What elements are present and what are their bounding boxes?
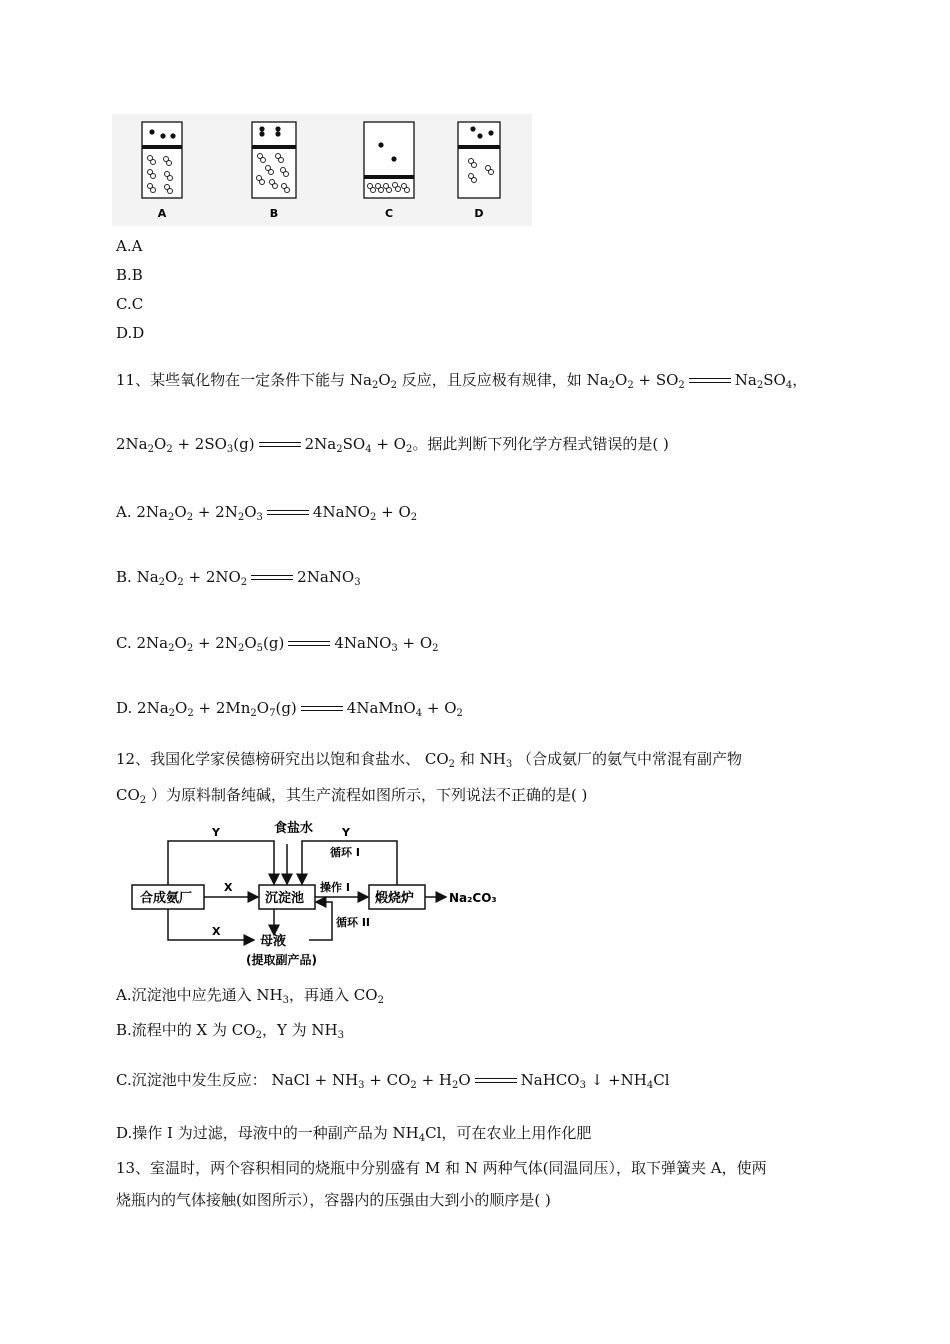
q12-stem-line1 — [116, 748, 742, 776]
container-d — [458, 122, 500, 198]
label-product: Na₂CO₃ — [449, 891, 497, 905]
q10-option-d: D.D — [116, 324, 145, 342]
option-label: D. — [116, 699, 133, 717]
q12-stem-text: （合成氨厂的氨气中常混有副产物 — [516, 750, 742, 768]
label-d: D — [474, 207, 484, 220]
option-text: D.操作 I 为过滤，母液中的一种副产品为 — [116, 1124, 388, 1142]
label-b: B — [269, 207, 279, 220]
equation: $2Na_2O_2 + 2N_2O_5(g)$ 4NaNO$_3$ + $O_2$ — [136, 634, 439, 654]
container-b — [252, 122, 296, 198]
q11-stem-line2 — [116, 433, 669, 461]
equation: $2Na_2O_2 + 2SO_3(g) 2Na_2SO_4 + O_2$ — [116, 435, 413, 455]
option-text: B.流程中的 X 为 — [116, 1021, 228, 1039]
q11-stem-line1 — [116, 369, 807, 397]
q12-option-a — [116, 984, 384, 1012]
label-a: A — [157, 207, 167, 220]
container-figure — [112, 114, 532, 226]
equation: $2Na_2O_2 + 2N_2O_3$ 4NaNO$_2$ + $O_2$ — [136, 503, 418, 523]
q10-option-b: B.B — [116, 266, 143, 284]
q10-option-a: A.A — [116, 237, 143, 255]
option-label: B. — [116, 568, 132, 586]
label-cycle-2: 循环 II — [336, 916, 371, 929]
label-x-mid: X — [224, 881, 233, 894]
label-y-right: Y — [342, 826, 350, 839]
formula: $NH_3$ — [311, 1021, 344, 1041]
q11-option-b — [116, 566, 361, 594]
option-text: C.沉淀池中发生反应： — [116, 1071, 267, 1089]
formula: $CO_2$ — [116, 786, 147, 806]
formula: $NH_4Cl$ — [392, 1124, 442, 1144]
q11-stem-text: 11、某些氧化物在一定条件下能与 — [116, 371, 346, 389]
label-byproduct: (提取副产品) — [246, 953, 317, 967]
option-label: A. — [116, 503, 132, 521]
equation: $Na_2O_2 + 2NO_2$ 2NaNO$_3$ — [136, 568, 361, 588]
process-flow-diagram — [124, 818, 514, 974]
label-y-top: Y — [212, 826, 220, 839]
container-a — [142, 122, 182, 198]
option-text: ，Y 为 — [261, 1021, 307, 1039]
q11-stem-text: ， — [792, 371, 808, 389]
q13-stem-line2: 烧瓶内的气体接触(如图所示），容器内的压强由大到小的顺序是( ) — [116, 1191, 551, 1209]
q12-option-d — [116, 1122, 591, 1150]
label-salt-water: 食盐水 — [274, 821, 314, 836]
formula: $NH_3$ — [256, 986, 289, 1006]
label-cycle-1: 循环 I — [330, 846, 360, 859]
q13-stem-line1: 13、室温时，两个容积相同的烧瓶中分别盛有 M 和 N 两种气体(同温同压），取下弹簧夹 A，使两 — [116, 1159, 767, 1177]
q12-option-b — [116, 1019, 344, 1047]
q12-stem-text: 和 — [459, 750, 475, 768]
q11-stem-text: 反应，且反应极有规律，如 — [401, 371, 582, 389]
formula: $CO_2$ — [353, 986, 384, 1006]
label-x-bottom: X — [212, 925, 221, 938]
q10-option-c: C.C — [116, 295, 144, 313]
container-c — [364, 122, 414, 198]
option-label: C. — [116, 634, 132, 652]
q12-stem-text: 12、我国化学家侯德榜研究出以饱和食盐水、 — [116, 750, 421, 768]
equation: NaCl + $NH_3 + CO_2 + H_2O$ NaHCO$_3$ ↓ $+NH_4Cl$ — [271, 1071, 670, 1091]
label-ammonia-plant: 合成氨厂 — [140, 891, 193, 906]
q12-stem-text: ）为原料制备纯碱，其生产流程如图所示，下列说法不正确的是( ) — [150, 786, 588, 804]
label-mother-liquor: 母液 — [260, 934, 287, 949]
equation: $2Na_2O_2 + 2Mn_2O_7(g)$ 4NaMnO$_4$ + $O_2$ — [137, 699, 463, 719]
label-operation: 操作 I — [320, 881, 350, 894]
q11-option-a — [116, 501, 417, 529]
formula: $CO_2$ — [424, 750, 456, 770]
formula: $NH_3$ — [479, 750, 513, 770]
q12-option-c — [116, 1069, 670, 1097]
formula: $Na_2O_2$ — [349, 371, 398, 391]
option-text: ，可在农业上用作化肥 — [441, 1124, 592, 1142]
formula: $CO_2$ — [231, 1021, 262, 1041]
label-precipitation-tank: 沉淀池 — [265, 891, 305, 906]
label-c: C — [384, 207, 394, 220]
option-text: A.沉淀池中应先通入 — [116, 986, 252, 1004]
option-text: ，再通入 — [288, 986, 349, 1004]
q11-option-d — [116, 697, 463, 725]
equation: $Na_2O_2 + SO_2$ $Na_2SO_4$ — [586, 371, 793, 391]
label-calciner: 煅烧炉 — [375, 891, 415, 906]
q12-stem-line2 — [116, 784, 587, 812]
q11-option-c — [116, 632, 439, 660]
q11-stem-text: 。据此判断下列化学方程式错误的是( ) — [412, 435, 669, 453]
